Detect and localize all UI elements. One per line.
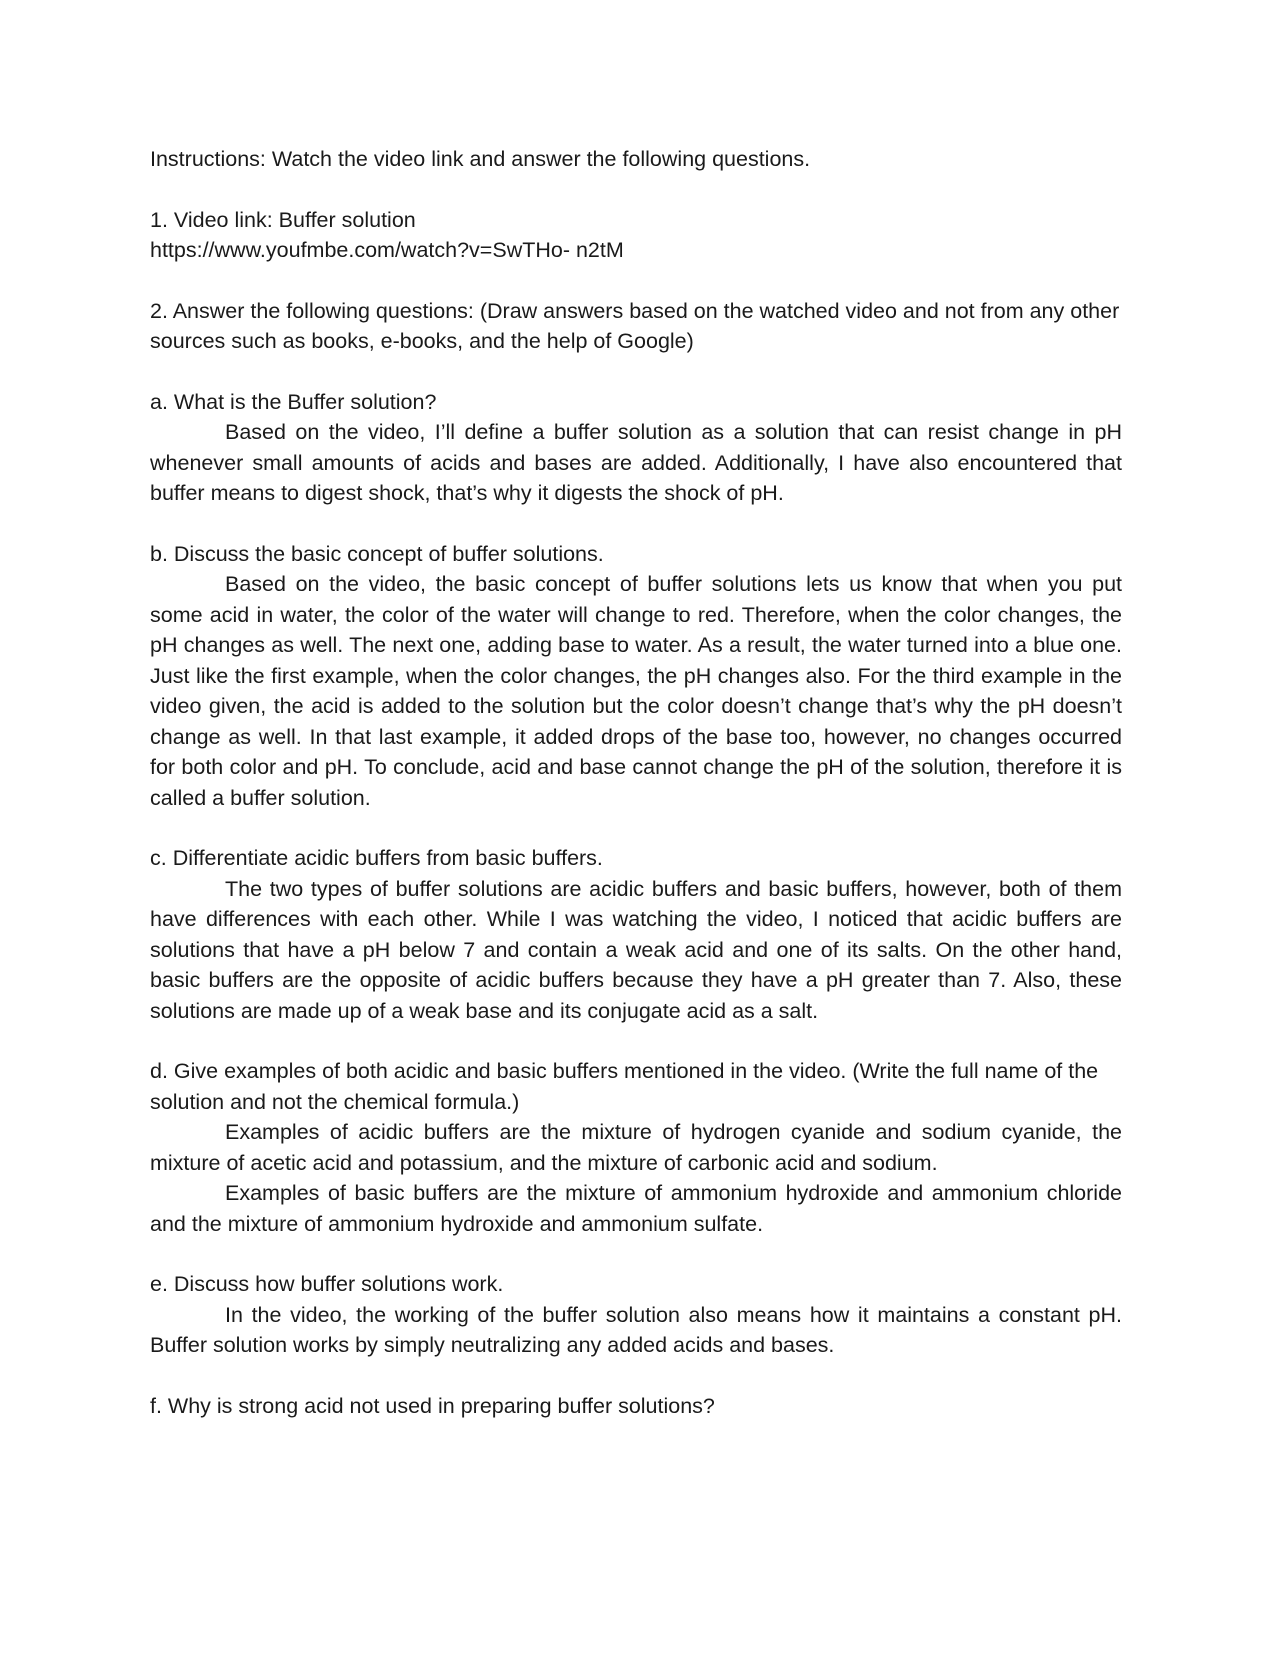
answer-d-basic: Examples of basic buffers are the mixture of ammonium hydroxide and ammonium chloride and the mixture of ammonium hydroxide and ammonium sulfate. <box>150 1181 1122 1236</box>
video-link-label: 1. Video link: Buffer solution <box>150 207 416 232</box>
answer-a: Based on the video, I’ll define a buffer solution as a solution that can resist change in pH whenever small amounts of acids and bases are added. Additionally, I have also encountered that buffer means to digest shock, that’s why it digests the shock of pH. <box>150 420 1122 505</box>
question-a: a. What is the Buffer solution? <box>150 389 437 414</box>
spacer <box>150 813 1122 843</box>
answer-instructions: 2. Answer the following questions: (Draw answers based on the watched video and not from any other sources such as books, e-books, and the help of Google) <box>150 298 1120 353</box>
question-f: f. Why is strong acid not used in preparing buffer solutions? <box>150 1393 715 1418</box>
spacer <box>150 175 1122 205</box>
instructions-text: Instructions: Watch the video link and answer the following questions. <box>150 147 811 171</box>
answer-c: The two types of buffer solutions are acidic buffers and basic buffers, however, both of them have differences with each other. While I was watching the video, I noticed that acidic buffers are solutions that have a pH below 7 and contain a weak acid and one of its salts. On the other hand, basic buffers are the opposite of acidic buffers because they have a pH greater than 7. Also, these solutions are made up of a weak base and its conjugate acid as a salt. <box>150 876 1122 1023</box>
spacer <box>150 1361 1122 1391</box>
answer-b: Based on the video, the basic concept of buffer solutions lets us know that when you put some acid in water, the color of the water will change to red. Therefore, when the color changes, the pH changes as well. The next one, adding base to water. As a result, the water turned into a blue one. Just like the first example, when the color changes, the pH changes also. For the third example in the video given, the acid is added to the solution but the color doesn’t change that’s why the pH doesn’t change as well. In that last example, it added drops of the base too, however, no changes occurred for both color and pH. To conclude, acid and base cannot change the pH of the solution, therefore it is called a buffer solution. <box>150 572 1122 810</box>
question-e: e. Discuss how buffer solutions work. <box>150 1272 504 1296</box>
spacer <box>150 1026 1122 1056</box>
spacer <box>150 509 1122 539</box>
question-b: b. Discuss the basic concept of buffer solutions. <box>150 541 604 566</box>
document-body <box>150 144 1122 1421</box>
question-d: d. Give examples of both acidic and basic buffers mentioned in the video. (Write the full name of the solution and not the chemical formula.) <box>150 1059 1099 1114</box>
answer-d-acidic: Examples of acidic buffers are the mixture of hydrogen cyanide and sodium cyanide, the mixture of acetic acid and potassium, and the mixture of carbonic acid and sodium. <box>150 1120 1122 1175</box>
video-url: https://www.youfmbe.com/watch?v=SwTHo- n2tM <box>150 238 624 262</box>
spacer <box>150 357 1122 387</box>
spacer <box>150 266 1122 296</box>
question-c: c. Differentiate acidic buffers from basic buffers. <box>150 846 603 870</box>
spacer <box>150 1239 1122 1269</box>
answer-e: In the video, the working of the buffer solution also means how it maintains a constant pH. Buffer solution works by simply neutralizing any added acids and bases. <box>150 1302 1122 1357</box>
